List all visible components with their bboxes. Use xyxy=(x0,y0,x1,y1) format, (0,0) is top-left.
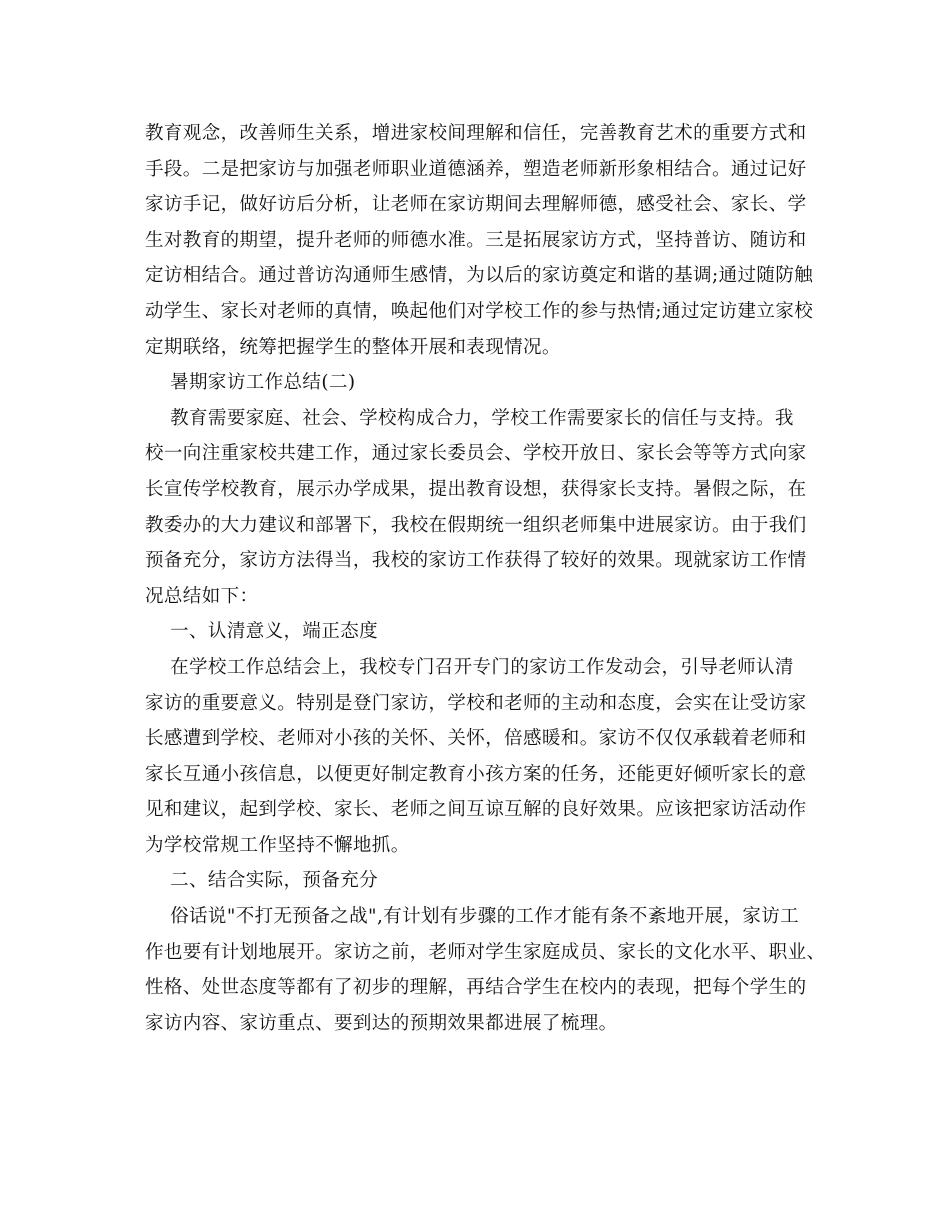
text-line: 俗话说"不打无预备之战",有计划有步骤的工作才能有条不紊地开展，家访工 xyxy=(145,906,800,928)
text-line: 长宣传学校教育，展示办学成果，提出教育设想，获得家长支持。暑假之际，在 xyxy=(145,478,807,500)
text-line: 手段。二是把家访与加强老师职业道德涵养，塑造老师新形象相结合。通过记好 xyxy=(145,158,807,180)
text-line: 家长互通小孩信息，以便更好制定教育小孩方案的任务，还能更好倾听家长的意 xyxy=(145,763,807,785)
text-line: 家访内容、家访重点、要到达的预期效果都进展了梳理。 xyxy=(145,1012,618,1034)
section-heading: 一、认清意义，端正态度 xyxy=(145,621,379,643)
text-line: 教委办的大力建议和部署下，我校在假期统一组织老师集中进展家访。由于我们 xyxy=(145,514,807,536)
text-line: 性格、处世态度等都有了初步的理解，再结合学生在校内的表现，把每个学生的 xyxy=(145,977,807,999)
text-line: 长感遭到学校、老师对小孩的关怀、关怀，倍感暖和。家访不仅仅承载着老师和 xyxy=(145,728,807,750)
text-line: 生对教育的期望，提升老师的师德水准。三是拓展家访方式，坚持普访、随访和 xyxy=(145,229,807,251)
text-line: 定访相结合。通过普访沟通师生感情，为以后的家访奠定和谐的基调;通过随防触 xyxy=(145,265,814,287)
section-heading: 暑期家访工作总结(二) xyxy=(145,372,356,394)
text-line: 见和建议，起到学校、家长、老师之间互谅互解的良好效果。应该把家访活动作 xyxy=(145,799,807,821)
text-line: 家访的重要意义。特别是登门家访，学校和老师的主动和态度，会实在让受访家 xyxy=(145,692,807,714)
text-line: 校一向注重家校共建工作，通过家长委员会、学校开放日、家长会等等方式向家 xyxy=(145,443,807,465)
section-heading: 二、结合实际，预备充分 xyxy=(145,870,379,892)
text-line: 在学校工作总结会上，我校专门召开专门的家访工作发动会，引导老师认清 xyxy=(145,656,794,678)
document-body xyxy=(145,116,826,1041)
text-line: 定期联络，统筹把握学生的整体开展和表现情况。 xyxy=(145,336,561,358)
text-line: 教育需要家庭、社会、学校构成合力，学校工作需要家长的信任与支持。我 xyxy=(145,407,794,429)
text-line: 动学生、家长对老师的真情，唤起他们对学校工作的参与热情;通过定访建立家校 xyxy=(145,300,814,322)
text-line: 为学校常规工作坚持不懈地抓。 xyxy=(145,834,410,856)
text-line: 预备充分，家访方法得当，我校的家访工作获得了较好的效果。现就家访工作情 xyxy=(145,550,807,572)
text-line: 况总结如下： xyxy=(145,585,259,607)
text-line: 家访手记，做好访后分析，让老师在家访期间去理解师德，感受社会、家长、学 xyxy=(145,194,807,216)
text-line: 作也要有计划地展开。家访之前，老师对学生家庭成员、家长的文化水平、职业、 xyxy=(145,941,826,963)
text-line: 教育观念，改善师生关系，增进家校间理解和信任，完善教育艺术的重要方式和 xyxy=(145,123,807,144)
